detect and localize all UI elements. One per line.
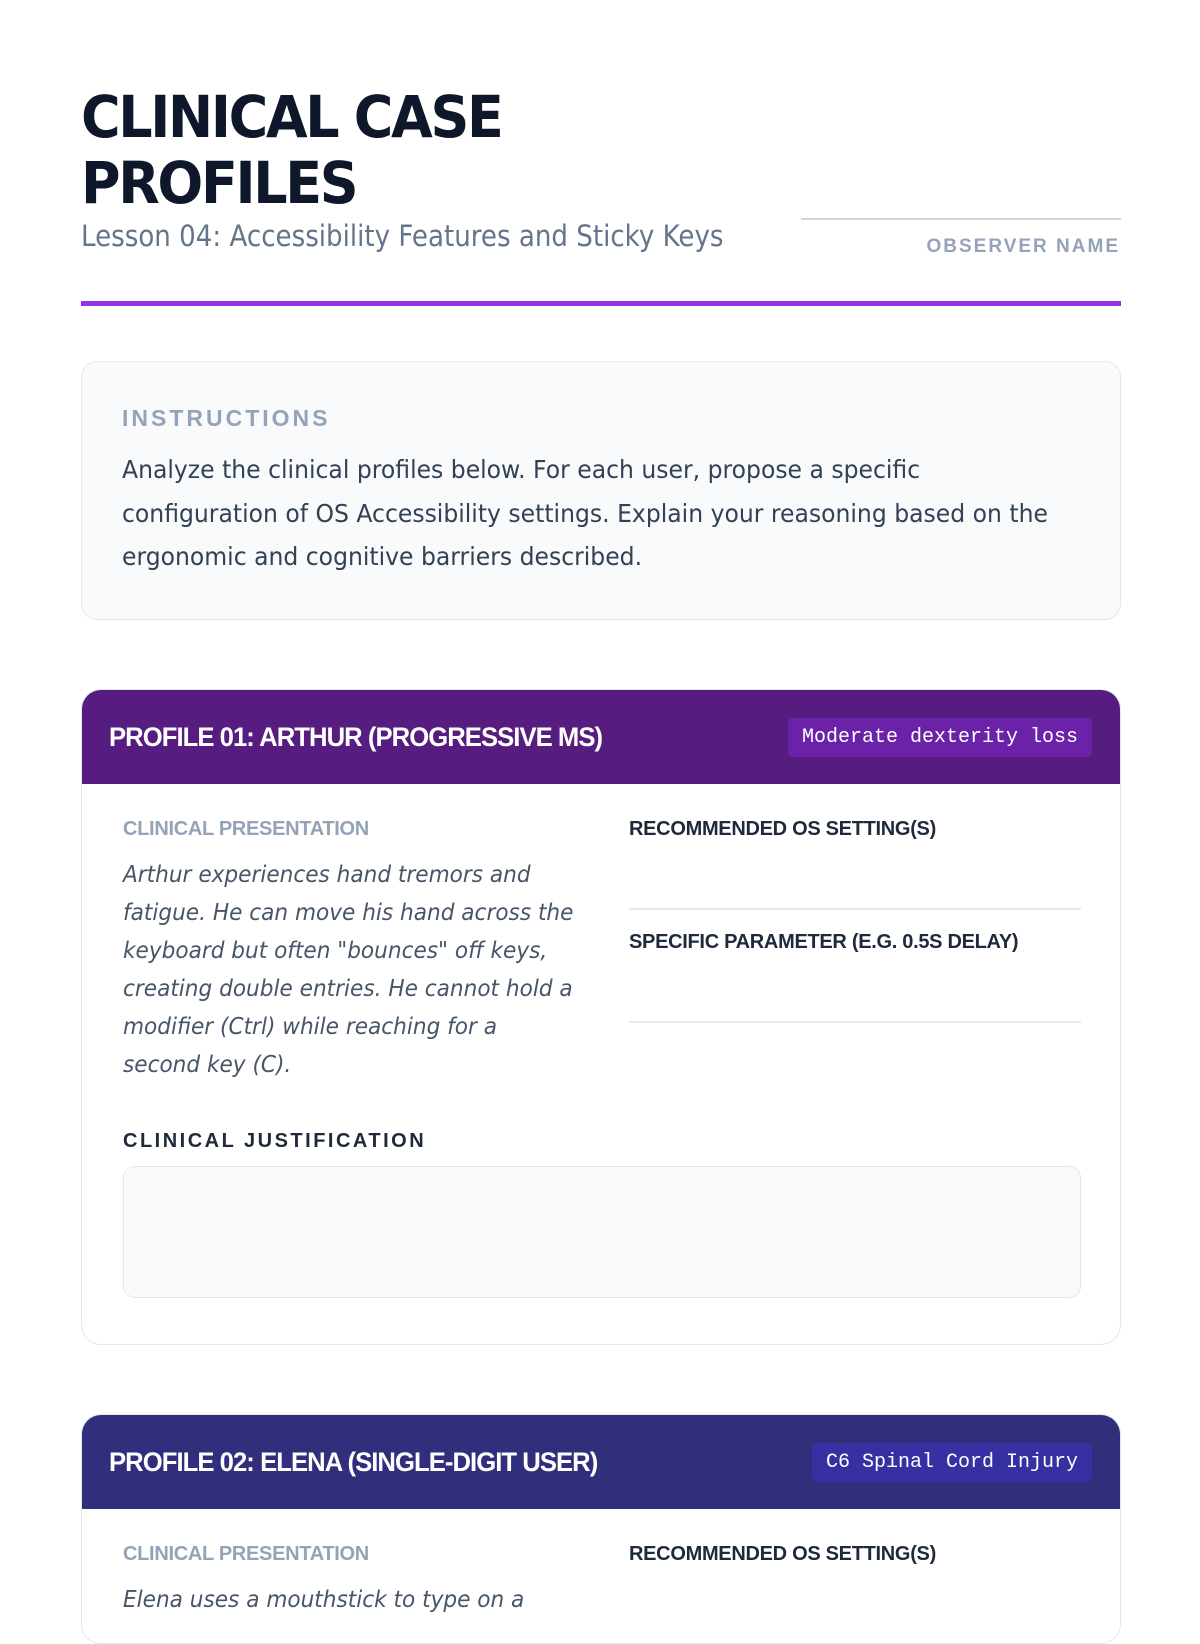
presentation-label: CLINICAL PRESENTATION — [123, 1543, 369, 1565]
justification-label: CLINICAL JUSTIFICATION — [123, 1130, 427, 1152]
justification-textarea[interactable] — [123, 1166, 1081, 1298]
header-divider — [81, 301, 1121, 306]
profile-title: PROFILE 02: ELENA (SINGLE-DIGIT USER) — [109, 1446, 598, 1477]
presentation-text: Elena uses a mouthstick to type on a — [123, 1585, 525, 1613]
instructions-label: INSTRUCTIONS — [122, 405, 331, 431]
setting-answer-field[interactable] — [629, 908, 1081, 910]
setting-label: RECOMMENDED OS SETTING(S) — [629, 818, 936, 840]
condition-badge: C6 Spinal Cord Injury — [812, 1443, 1092, 1482]
observer-name-field[interactable] — [801, 218, 1121, 220]
title-line: PROFILES — [81, 149, 357, 217]
profile-title: PROFILE 01: ARTHUR (PROGRESSIVE MS) — [109, 721, 603, 752]
presentation-text: Arthur experiences hand tremors and fatigue. He can move his hand across the keyboard but often "bounces" off keys, creating double entries. He cannot hold a modifier (Ctrl) while reaching for a second key (C). — [123, 860, 574, 1078]
condition-badge: Moderate dexterity loss — [788, 718, 1092, 757]
page-title — [81, 84, 502, 216]
profile-card-02 — [81, 1414, 1121, 1644]
profile-header — [82, 690, 1120, 784]
parameter-answer-field[interactable] — [629, 1021, 1081, 1023]
instructions-text: Analyze the clinical profiles below. For each user, propose a specific configuration of OS Accessibility settings. Explain your reasoning based on the ergonomic and cognitive barriers described. — [122, 455, 1048, 571]
parameter-label: SPECIFIC PARAMETER (E.G. 0.5S DELAY) — [629, 931, 1019, 953]
presentation-label: CLINICAL PRESENTATION — [123, 818, 369, 840]
setting-label: RECOMMENDED OS SETTING(S) — [629, 1543, 936, 1565]
observer-name-label: OBSERVER NAME — [926, 236, 1120, 257]
profile-card-01 — [81, 689, 1121, 1345]
instructions-box — [81, 361, 1121, 620]
page-subtitle: Lesson 04: Accessibility Features and Sticky Keys — [81, 219, 724, 253]
profile-header — [82, 1415, 1120, 1509]
title-line: CLINICAL CASE — [81, 83, 502, 151]
